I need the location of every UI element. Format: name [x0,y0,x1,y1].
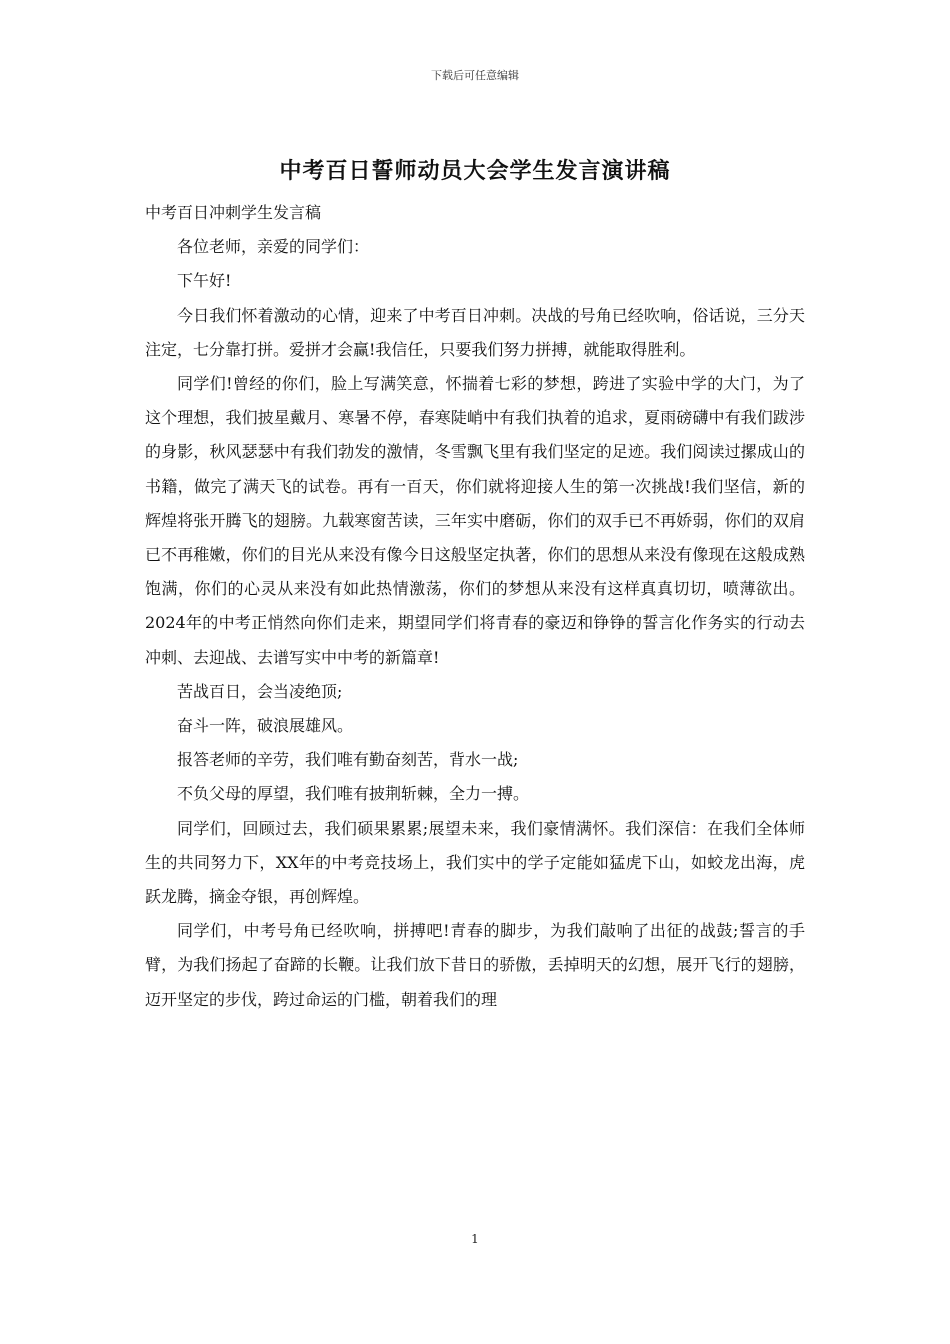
paragraph-salutation: 下午好! [177,271,232,291]
page-number: 1 [471,1232,479,1246]
document-body [145,196,805,1017]
paragraph: 今日我们怀着激动的心情，迎来了中考百日冲刺。决战的号角已经吹响，俗话说，三分天注定，七分靠打拼。爱拼才会赢!我信任，只要我们努力拼搏，就能取得胜利。 [145,305,805,359]
paragraph: 同学们，中考号角已经吹响，拼搏吧!青春的脚步，为我们敲响了出征的战鼓;誓言的手臂，为我们扬起了奋蹄的长鞭。让我们放下昔日的骄傲，丢掉明天的幻想，展开飞行的翅膀，迈开坚定的步伐，跨过命运的门槛，朝着我们的理 [145,921,805,1009]
subtitle: 中考百日冲刺学生发言稿 [145,203,322,222]
verse-line: 不负父母的厚望，我们唯有披荆斩棘，全力一搏。 [177,784,530,804]
paragraph: 同学们!曾经的你们，脸上写满笑意，怀揣着七彩的梦想，跨进了实验中学的大门，为了这个理想，我们披星戴月、寒暑不停，春寒陡峭中有我们执着的追求，夏雨磅礴中有我们跋涉的身影，秋风瑟瑟中有我们勃发的激情，冬雪飘飞里有我们坚定的足迹。我们阅读过摞成山的书籍，做完了满天飞的试卷。再有一百天，你们就将迎接人生的第一次挑战!我们坚信，新的辉煌将张开腾飞的翅膀。九载寒窗苦读，三年实中磨砺，你们的双手已不再娇弱，你们的双肩已不再稚嫩，你们的目光从来没有像今日这般坚定执著，你们的思想从来没有像现在这般成熟饱满，你们的心灵从来没有如此热情激荡，你们的梦想从来没有这样真真切切，喷薄欲出。2024年的中考正悄然向你们走来，期望同学们将青春的豪迈和铮铮的誓言化作务实的行动去冲刺、去迎战、去谱写实中中考的新篇章! [145,374,805,667]
verse-line: 报答老师的辛劳，我们唯有勤奋刻苦，背水一战; [177,750,519,770]
verse-line: 奋斗一阵，破浪展雄风。 [177,716,354,736]
verse-line: 苦战百日，会当凌绝顶; [177,681,343,701]
paragraph-greeting: 各位老师，亲爱的同学们： [177,237,370,257]
page-header: 下载后可任意编辑 [431,69,519,82]
paragraph: 同学们，回顾过去，我们硕果累累;展望未来，我们豪情满怀。我们深信：在我们全体师生的共同努力下，XX年的中考竞技场上，我们实中的学子定能如猛虎下山，如蛟龙出海，虎跃龙腾，摘金夺银，再创辉煌。 [145,818,805,907]
document-title: 中考百日誓师动员大会学生发言演讲稿 [279,158,671,184]
